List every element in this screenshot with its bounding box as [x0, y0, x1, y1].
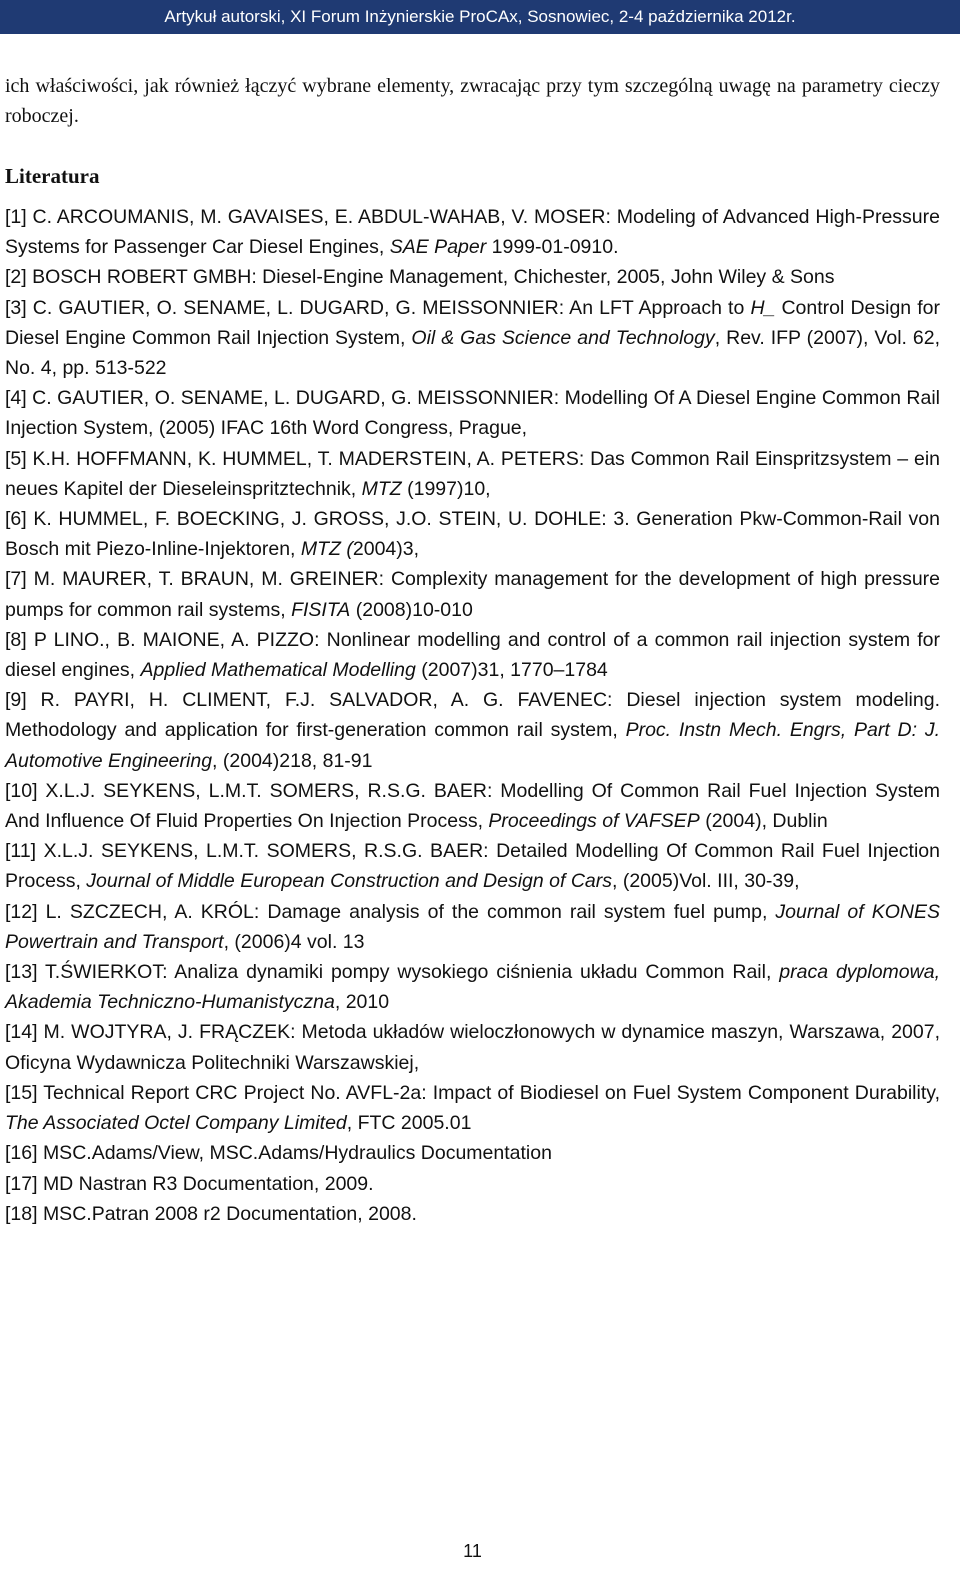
reference-text: [11] X.L.J. SEYKENS, L.M.T. SOMERS, R.S.G. BAER: Detailed Modelling Of Common Rail Fuel Injection Process,: [5, 840, 940, 893]
reference-list: [5, 202, 940, 1229]
reference-item: [5, 836, 940, 896]
reference-text: , (2005)Vol. III, 30-39,: [612, 870, 800, 893]
reference-text: [2] BOSCH ROBERT GMBH: Diesel-Engine Management, Chichester, 2005, John Wiley & Sons: [5, 266, 835, 289]
reference-text: [9] R. PAYRI, H. CLIMENT, F.J. SALVADOR, A. G. FAVENEC: Diesel injection system modeling. Methodology and application for first-generation common rail system,: [5, 689, 940, 742]
reference-text: [10] X.L.J. SEYKENS, L.M.T. SOMERS, R.S.G. BAER: Modelling Of Common Rail Fuel Injection System And Influence Of Fluid Properties On Injection Process,: [5, 779, 940, 833]
reference-text: , Rev. IFP (2007), Vol. 62, No. 4, pp. 513-522: [5, 326, 941, 380]
reference-text: [14] M. WOJTYRA, J. FRĄCZEK: Metoda układów wieloczłonowych w dynamice maszyn, Warszawa, 2007, Oficyna Wydawnicza Politechniki Warszawskiej,: [5, 1021, 940, 1074]
reference-italic-text: FISITA: [291, 598, 351, 621]
reference-item: [5, 202, 940, 262]
reference-text: [13] T.ŚWIERKOT: Analiza dynamiki pompy wysokiego ciśnienia układu Common Rail,: [5, 961, 780, 984]
reference-italic-text: Applied Mathematical Modelling: [140, 659, 416, 682]
reference-text: [16] MSC.Adams/View, MSC.Adams/Hydraulics Documentation: [5, 1142, 552, 1165]
page-content: [5, 71, 940, 1229]
page-header: Artykuł autorski, XI Forum Inżynierskie ProCAx, Sosnowiec, 2-4 października 2012r.: [0, 0, 960, 34]
reference-text: [18] MSC.Patran 2008 r2 Documentation, 2008.: [5, 1202, 417, 1225]
reference-text: [1] C. ARCOUMANIS, M. GAVAISES, E. ABDUL-WAHAB, V. MOSER: Modeling of Advanced High-Pressure Systems for Passenger Car Diesel Engines,: [5, 206, 940, 259]
reference-item: [5, 897, 940, 957]
reference-text: 1999-01-0910.: [486, 236, 619, 259]
reference-item: [5, 1138, 940, 1168]
reference-italic-text: Oil & Gas Science and Technology: [411, 326, 715, 349]
reference-italic-text: Journal of Middle European Construction and Design of Cars: [86, 870, 612, 893]
reference-text: [3] C. GAUTIER, O. SENAME, L. DUGARD, G. MEISSONNIER: An LFT Approach to: [5, 296, 751, 319]
reference-item: [5, 1169, 940, 1199]
reference-italic-text: MTZ (: [300, 538, 353, 561]
reference-italic-text: praca dyplomowa, Akademia Techniczno-Humanistyczna: [5, 961, 940, 1014]
reference-text: (2007)31, 1770–1784: [415, 659, 608, 682]
reference-item: [5, 504, 940, 564]
reference-item: [5, 293, 940, 384]
reference-text: , (2004)218, 81-91: [212, 749, 373, 772]
reference-text: [8] P LINO., B. MAIONE, A. PIZZO: Nonlinear modelling and control of a common rail injection system for diesel engines,: [5, 628, 940, 682]
reference-item: [5, 1078, 940, 1138]
page-number: 11: [463, 1541, 482, 1561]
reference-text: [12] L. SZCZECH, A. KRÓL: Damage analysis of the common rail system fuel pump,: [5, 900, 776, 923]
reference-text: [4] C. GAUTIER, O. SENAME, L. DUGARD, G. MEISSONNIER: Modelling Of A Diesel Engine Common Rail Injection System, (2005) IFAC 16th Word Congress, Prague,: [5, 387, 940, 440]
reference-text: (1997)10,: [401, 477, 491, 500]
reference-text: [15] Technical Report CRC Project No. AVFL-2a: Impact of Biodiesel on Fuel System Component Durability,: [5, 1081, 940, 1104]
reference-text: 2004)3,: [352, 538, 420, 561]
reference-italic-text: Proceedings of VAFSEP: [488, 810, 700, 833]
reference-text: , FTC 2005.01: [346, 1112, 472, 1135]
reference-item: [5, 262, 940, 292]
reference-text: [17] MD Nastran R3 Documentation, 2009.: [5, 1172, 374, 1195]
reference-item: [5, 1199, 940, 1229]
reference-item: [5, 1017, 940, 1077]
reference-item: [5, 444, 940, 504]
reference-text: Control Design for Diesel Engine Common Rail Injection System,: [5, 296, 941, 349]
reference-item: [5, 625, 940, 685]
literature-heading: Literatura: [5, 164, 100, 188]
intro-paragraph: ich właściwości, jak również łączyć wybrane elementy, zwracając przy tym szczególną uwagę na parametry cieczy roboczej.: [5, 75, 940, 127]
reference-item: [5, 564, 940, 624]
reference-item: [5, 685, 940, 776]
reference-italic-text: SAE Paper: [389, 236, 487, 259]
reference-italic-text: Journal of KONES Powertrain and Transport: [5, 900, 940, 953]
reference-text: , 2010: [334, 991, 390, 1014]
reference-text: [7] M. MAURER, T. BRAUN, M. GREINER: Complexity management for the development of high pressure pumps for common rail systems,: [5, 568, 940, 621]
reference-text: , (2006)4 vol. 13: [223, 930, 365, 953]
reference-text: [5] K.H. HOFFMANN, K. HUMMEL, T. MADERSTEIN, A. PETERS: Das Common Rail Einspritzsystem – ein neues Kapitel der Dieseleinspritztechnik,: [5, 447, 940, 500]
reference-italic-text: The Associated Octel Company Limited: [5, 1112, 347, 1135]
reference-item: [5, 383, 940, 443]
reference-text: (2004), Dublin: [699, 810, 828, 833]
reference-text: (2008)10-010: [350, 598, 473, 621]
reference-text: [6] K. HUMMEL, F. BOECKING, J. GROSS, J.O. STEIN, U. DOHLE: 3. Generation Pkw-Common-Rail von Bosch mit Piezo-Inline-Injektoren,: [5, 508, 940, 561]
reference-italic-text: Proc. Instn Mech. Engrs, Part D: J. Automotive Engineering: [5, 719, 941, 772]
reference-italic-text: MTZ: [361, 477, 402, 500]
reference-item: [5, 776, 940, 836]
reference-italic-text: H_: [750, 296, 776, 319]
reference-item: [5, 957, 940, 1017]
